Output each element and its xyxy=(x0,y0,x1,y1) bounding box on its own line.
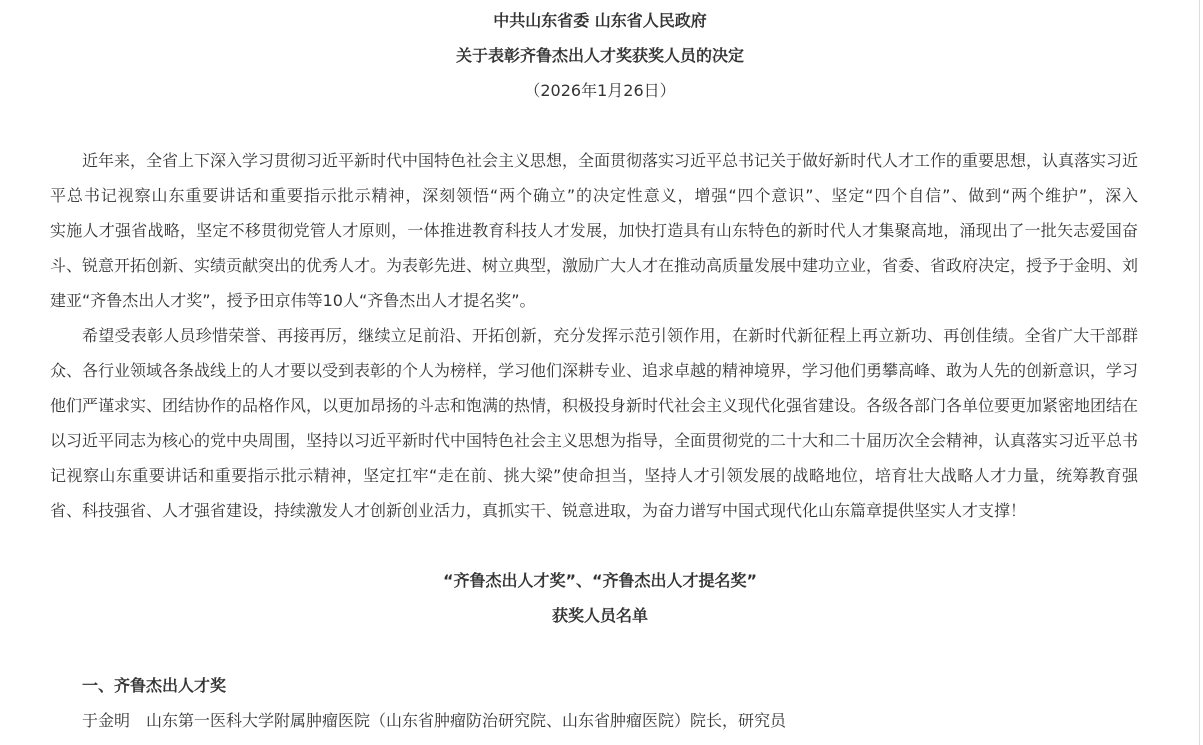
awardee-entry xyxy=(50,703,1200,738)
document-date: （2026年1月26日） xyxy=(524,81,676,100)
paragraph-line: 希望受表彰人员珍惜荣誉、再接再厉，继续立足前沿、开拓创新，充分发挥示范引领作用，在新时代新征程上再立新功、再创佳绩。全省广大干部群 xyxy=(82,326,1138,345)
document-header xyxy=(0,3,1200,108)
paragraph-line: 近年来，全省上下深入学习贯彻习近平新时代中国特色社会主义思想，全面贯彻落实习近平总书记关于做好新时代人才工作的重要思想，认真落实习近 xyxy=(82,151,1138,170)
paragraph-line: 以习近平同志为核心的党中央周围，坚持以习近平新时代中国特色社会主义思想为指导，全面贯彻党的二十大和二十届历次全会精神，认真落实习近平总书 xyxy=(50,431,1138,450)
award-list xyxy=(0,563,1200,738)
decision-document xyxy=(0,3,1200,738)
awardee-name: 于金明 xyxy=(82,711,131,730)
award-category-heading: 一、齐鲁杰出人才奖 xyxy=(82,676,227,695)
document-title: 关于表彰齐鲁杰出人才奖获奖人员的决定 xyxy=(455,46,744,65)
paragraph-line: 建亚“齐鲁杰出人才奖”，授予田京伟等10人“齐鲁杰出人才提名奖”。 xyxy=(50,291,536,310)
body-paragraph-1 xyxy=(0,143,1200,318)
page-right-border xyxy=(1199,0,1200,745)
paragraph-line: 平总书记视察山东重要讲话和重要指示批示精神，深刻领悟“两个确立”的决定性意义，增强“四个意识”、坚定“四个自信”、做到“两个维护”，深入 xyxy=(50,186,1138,205)
award-list-title: “齐鲁杰出人才奖”、“齐鲁杰出人才提名奖” xyxy=(442,571,758,590)
paragraph-line: 众、各行业领域各条战线上的人才要以受到表彰的个人为榜样，学习他们深耕专业、追求卓越的精神境界，学习他们勇攀高峰、敢为人先的创新意识，学习 xyxy=(50,361,1138,380)
issuer-line: 中共山东省委 山东省人民政府 xyxy=(493,11,707,30)
award-category xyxy=(0,668,1200,738)
awardee-affiliation: 山东第一医科大学附属肿瘤医院（山东省肿瘤防治研究院、山东省肿瘤医院）院长，研究员 xyxy=(146,711,787,730)
paragraph-line: 他们严谨求实、团结协作的品格作风，以更加昂扬的斗志和饱满的热情，积极投身新时代社会主义现代化强省建设。各级各部门各单位要更加紧密地团结在 xyxy=(50,396,1138,415)
paragraph-line: 记视察山东重要讲话和重要指示批示精神，坚定扛牢“走在前、挑大梁”使命担当，坚持人才引领发展的战略地位，培育壮大战略人才力量，统筹教育强 xyxy=(50,466,1138,485)
paragraph-line: 省、科技强省、人才强省建设，持续激发人才创新创业活力，真抓实干、锐意进取，为奋力谱写中国式现代化山东篇章提供坚实人才支撑！ xyxy=(50,501,1027,520)
paragraph-line: 实施人才强省战略，坚定不移贯彻党管人才原则，一体推进教育科技人才发展，加快打造具有山东特色的新时代人才集聚高地，涌现出了一批矢志爱国奋 xyxy=(50,221,1138,240)
paragraph-line: 斗、锐意开拓创新、实绩贡献突出的优秀人才。为表彰先进、树立典型，激励广大人才在推动高质量发展中建功立业，省委、省政府决定，授予于金明、刘 xyxy=(50,256,1138,275)
body-paragraph-2 xyxy=(0,318,1200,528)
decision-body xyxy=(0,143,1200,528)
award-list-subtitle: 获奖人员名单 xyxy=(551,606,648,625)
